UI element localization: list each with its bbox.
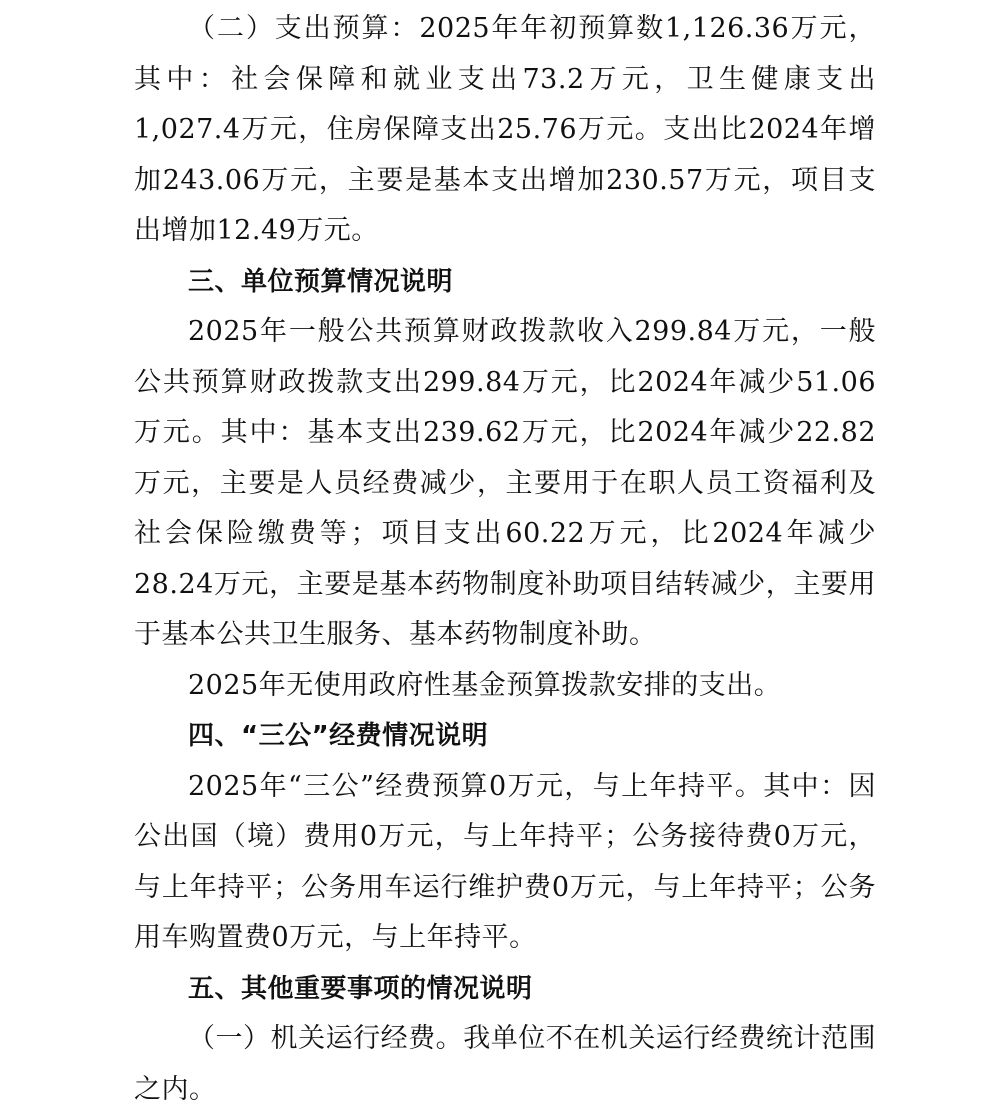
section-heading-other-matters: 五、其他重要事项的情况说明 <box>188 973 533 1004</box>
paragraph-government-fund: 2025年无使用政府性基金预算拨款安排的支出。 <box>188 669 782 701</box>
paragraph-general-public-budget: 2025年一般公共预算财政拨款收入299.84万元，一般公共预算财政拨款支出299.84万元，比2024年减少51.06万元。其中：基本支出239.62万元，比2024年减少22.82万元，主要是人员经费减少，主要用于在职人员工资福利及社会保险缴费等；项目支出60.22万元，比2024年减少28.24万元，主要是基本药物制度补助项目结转减少，主要用于基本公共卫生服务、基本药物制度补助。 <box>134 316 876 650</box>
document-page <box>134 4 876 1115</box>
paragraph-expenditure-budget: （二）支出预算：2025年年初预算数1,126.36万元，其中：社会保障和就业支出73.2万元，卫生健康支出1,027.4万元，住房保障支出25.76万元。支出比2024年增加243.06万元，主要是基本支出增加230.57万元，项目支出增加12.49万元。 <box>134 13 876 246</box>
paragraph-operating-expenses: （一）机关运行经费。我单位不在机关运行经费统计范围之内。 <box>134 1023 876 1105</box>
section-heading-unit-budget: 三、单位预算情况说明 <box>188 266 454 297</box>
section-heading-three-public: 四、“三公”经费情况说明 <box>188 721 489 751</box>
paragraph-three-public-expenses: 2025年“三公”经费预算0万元，与上年持平。其中：因公出国（境）费用0万元，与上年持平；公务接待费0万元，与上年持平；公务用车运行维护费0万元，与上年持平；公务用车购置费0万元，与上年持平。 <box>134 770 876 953</box>
